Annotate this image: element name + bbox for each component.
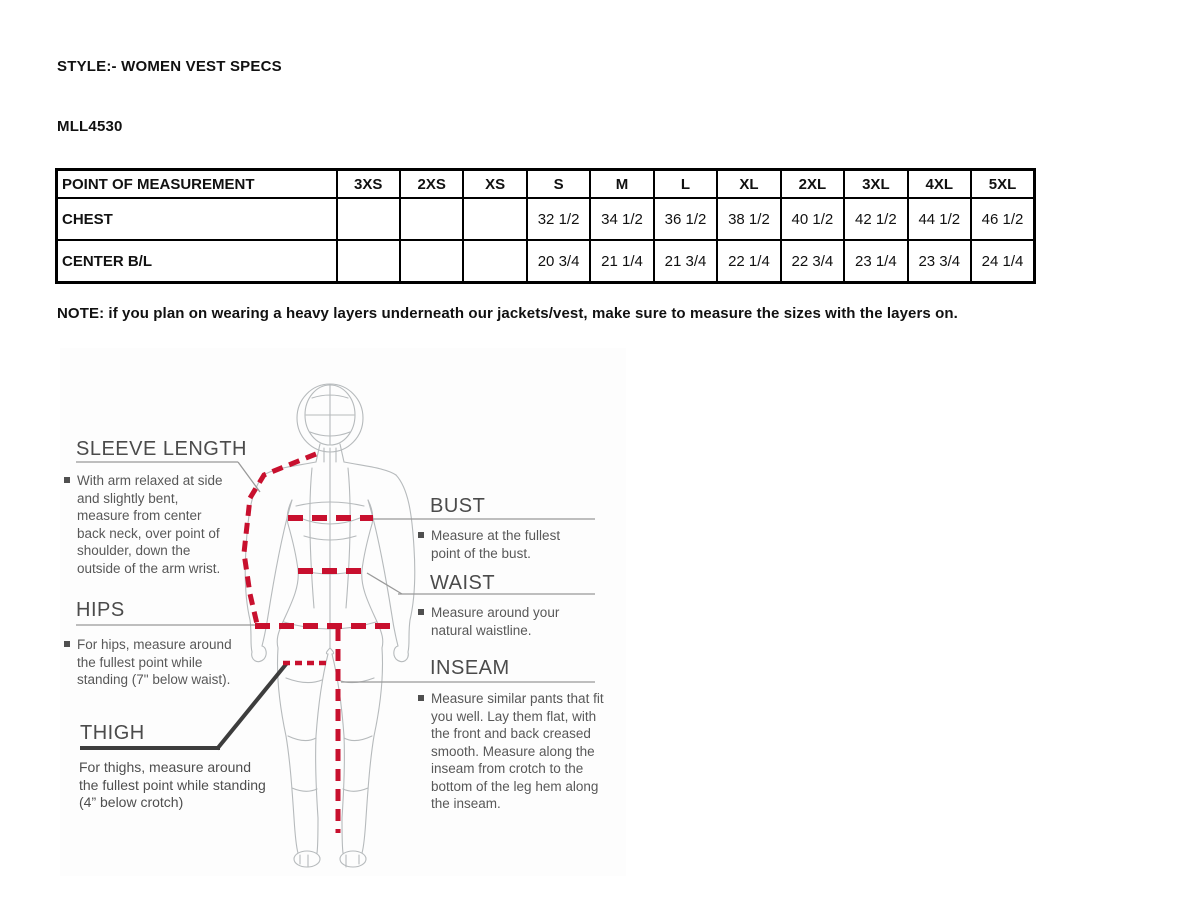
bullet-square (418, 609, 424, 615)
size-spec-table (55, 168, 1036, 284)
row-label-cell: CHEST (57, 198, 337, 240)
value-cell: 32 1/2 (527, 198, 590, 240)
header-cell-2xl: 2XL (781, 170, 844, 199)
inseam-description (418, 690, 613, 813)
header-cell-l: L (654, 170, 717, 199)
hips-heading: HIPS (76, 599, 125, 621)
table-row-chest (57, 198, 1035, 240)
bust-text: Measure at the fullest point of the bust. (431, 528, 561, 561)
header-cell-xl: XL (717, 170, 780, 199)
hips-text: For hips, measure around the fullest point while standing (7" below waist). (77, 637, 232, 687)
bullet-square (64, 477, 70, 483)
waist-leader-line (367, 573, 402, 594)
sleeve-measure-line (244, 454, 316, 624)
value-cell (463, 198, 526, 240)
value-cell: 38 1/2 (717, 198, 780, 240)
hips-description (64, 636, 249, 689)
table-header-row (57, 170, 1035, 199)
bullet-square (418, 695, 424, 701)
sleeve-length-text: With arm relaxed at side and slightly bent, measure from center back neck, over point of shoulder, down the outside of the arm wrist. (77, 473, 223, 576)
header-cell-4xl: 4XL (908, 170, 971, 199)
note-text: NOTE: if you plan on wearing a heavy layers underneath our jackets/vest, make sure to measure the sizes with the layers on. (57, 305, 958, 322)
value-cell: 24 1/4 (971, 240, 1034, 283)
waist-description (418, 604, 593, 639)
bullet-square (64, 641, 70, 647)
measurement-diagram (60, 348, 626, 876)
value-cell (400, 198, 463, 240)
header-cell-5xl: 5XL (971, 170, 1034, 199)
header-cell-3xs: 3XS (337, 170, 400, 199)
header-cell-m: M (590, 170, 653, 199)
style-title: STYLE:- WOMEN VEST SPECS (57, 58, 282, 75)
value-cell: 42 1/2 (844, 198, 907, 240)
value-cell: 44 1/2 (908, 198, 971, 240)
inseam-text: Measure similar pants that fit you well. Lay them flat, with the front and back creased smooth. Measure along the inseam from crotch to the bottom of the leg hem along the inseam. (431, 691, 604, 811)
value-cell: 23 3/4 (908, 240, 971, 283)
header-cell-s: S (527, 170, 590, 199)
value-cell: 36 1/2 (654, 198, 717, 240)
waist-text: Measure around your natural waistline. (431, 605, 560, 638)
row-label-cell: CENTER B/L (57, 240, 337, 283)
value-cell: 23 1/4 (844, 240, 907, 283)
header-cell-2xs: 2XS (400, 170, 463, 199)
header-cell-xs: XS (463, 170, 526, 199)
value-cell: 21 1/4 (590, 240, 653, 283)
bullet-square (418, 532, 424, 538)
header-cell-point-of-measurement: POINT OF MEASUREMENT (57, 170, 337, 199)
value-cell: 20 3/4 (527, 240, 590, 283)
sleeve-leader-line (238, 462, 260, 492)
thigh-heading: THIGH (80, 722, 145, 744)
value-cell (337, 240, 400, 283)
value-cell: 46 1/2 (971, 198, 1034, 240)
header-cell-3xl: 3XL (844, 170, 907, 199)
bust-description (418, 527, 593, 562)
value-cell: 40 1/2 (781, 198, 844, 240)
thigh-text: For thighs, measure around the fullest point while standing (4” below crotch) (79, 759, 266, 810)
value-cell: 22 1/4 (717, 240, 780, 283)
sleeve-length-description (64, 472, 232, 577)
value-cell: 22 3/4 (781, 240, 844, 283)
bust-heading: BUST (430, 495, 486, 517)
table-row-center-bl (57, 240, 1035, 283)
value-cell: 34 1/2 (590, 198, 653, 240)
value-cell (400, 240, 463, 283)
value-cell: 21 3/4 (654, 240, 717, 283)
model-code: MLL4530 (57, 118, 123, 135)
inseam-heading: INSEAM (430, 657, 510, 679)
value-cell (337, 198, 400, 240)
sleeve-length-heading: SLEEVE LENGTH (76, 438, 248, 460)
waist-heading: WAIST (430, 572, 496, 594)
value-cell (463, 240, 526, 283)
